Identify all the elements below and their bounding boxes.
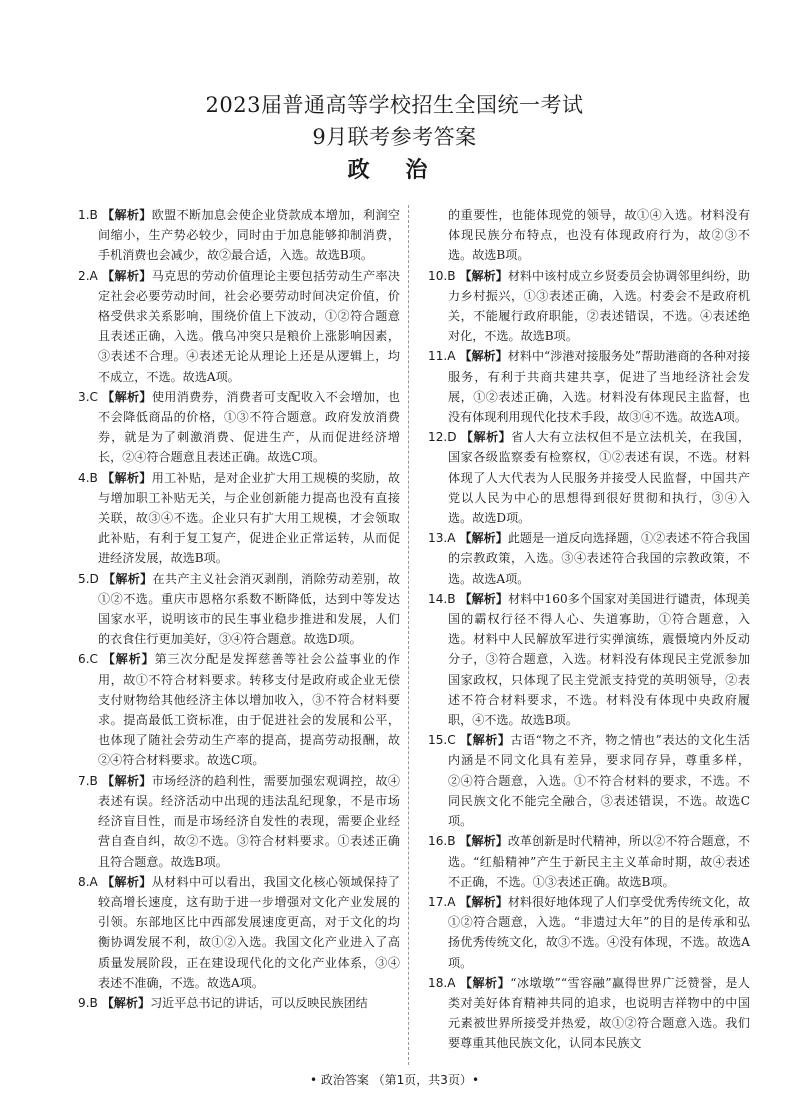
question-number: 14.B	[428, 591, 460, 606]
answer-item	[78, 266, 400, 387]
answer-text: 材料中160多个国家对美国进行谴责，体现美国的霸权行径不得人心、失道寡助，①符合题意，入选。材料中人民解放军进行实弹演练，震慑境内外反动分子，③符合题意，入选。材料没有体现民主党派参加国家政权，只体现了民主党派支持党的英明领导，②表述不符合材料要求，不选。材料没有体现中央政府履职，④不选。故选B项。	[448, 591, 750, 728]
analysis-tag: 【解析】	[459, 975, 511, 990]
analysis-tag: 【解析】	[102, 470, 152, 485]
analysis-tag: 【解析】	[459, 894, 508, 909]
page-footer: • 政治答案 （第1页，共3页）•	[309, 1073, 480, 1087]
answer-item	[78, 468, 400, 569]
answer-text: “冰墩墩”“雪容融”赢得世界广泛赞誉，是人类对美好体育精神共同的追求，也说明吉祥物中的中国元素被世界所接受并热爱，故①②符合题意入选。我们要尊重其他民族文化，认同本民族文	[448, 975, 750, 1051]
answer-text: 习近平总书记的讲话，可以反映民族团结	[150, 995, 368, 1010]
analysis-tag: 【解析】	[103, 571, 153, 586]
answer-item	[78, 993, 400, 1013]
answer-item	[78, 387, 400, 468]
question-number: 1.B	[78, 208, 103, 222]
question-number: 6.C	[78, 652, 103, 667]
answer-item	[428, 427, 750, 528]
answer-item	[78, 872, 400, 993]
question-number: 4.B	[78, 470, 103, 485]
question-number: 13.A	[428, 531, 460, 546]
answer-item	[428, 266, 750, 347]
analysis-tag: 【解析】	[459, 268, 508, 283]
column-divider	[408, 205, 409, 1065]
answer-item	[428, 346, 750, 427]
exam-subtitle: 9月联考参考答案	[312, 125, 477, 149]
analysis-tag: 【解析】	[459, 531, 508, 546]
answer-text: 马克思的劳动价值理论主要包括劳动生产率决定社会必要劳动时间，社会必要劳动时间决定价值，价格受供求关系影响，围绕价值上下波动，①②符合题意且表述正确，入选。俄乌冲突只是粮价上涨影响因素，③表述不合理。④表述无论从理论上还是从逻辑上，均不成立，不选。故选A项。	[98, 268, 400, 384]
answer-item	[78, 569, 400, 650]
answer-text: 材料很好地体现了人们享受优秀传统文化，故①②符合题意，入选。“非遗过大年”的目的是传承和弘扬优秀传统文化，故③不选。④没有体现，不选。故选A项。	[448, 894, 750, 970]
question-number: 11.A	[428, 349, 460, 364]
answer-text: 欧盟不断加息会使企业贷款成本增加，利润空间缩小，生产势必较少，同时由于加息能够抑制消费，手机消费也会减少，故②最合适，入选。故选B项。	[98, 208, 400, 263]
subject-heading: 政 治	[347, 158, 442, 183]
analysis-tag: 【解析】	[460, 733, 511, 748]
analysis-tag: 【解析】	[102, 652, 155, 667]
question-number: 5.D	[78, 571, 103, 586]
analysis-tag: 【解析】	[101, 995, 151, 1010]
answer-item	[78, 771, 400, 872]
answer-item	[78, 649, 400, 770]
question-number: 12.D	[428, 430, 461, 445]
answer-text: 改革创新是时代精神，所以②不符合题意，不选。“红船精神”产生于新民主主义革命时期，故④表述不正确，不选。①③表述正确。故选B项。	[448, 834, 750, 889]
question-number: 2.A	[78, 268, 102, 283]
analysis-tag: 【解析】	[102, 874, 152, 889]
question-number: 3.C	[78, 389, 103, 404]
answer-item	[428, 528, 750, 589]
answer-text: 材料中“涉港对接服务处”帮助港商的各种对接服务，有利于共商共建共享，促进了当地经济社会发展，①②表述正确，入选。材料没有体现民主监督，也没有体现利用现代化技术手段，故③④不选。故选A项。	[448, 349, 750, 425]
analysis-tag: 【解析】	[459, 349, 508, 364]
answer-item	[428, 892, 750, 973]
exam-title: 2023届普通高等学校招生全国统一考试	[205, 93, 584, 117]
question-number: 15.C	[428, 733, 461, 748]
analysis-tag: 【解析】	[102, 389, 152, 404]
left-answer-column	[78, 205, 400, 1013]
analysis-tag: 【解析】	[460, 430, 512, 445]
answer-item	[428, 831, 750, 892]
answer-text: 古语“物之不齐，物之情也”表达的文化生活内涵是不同文化具有差异，要求同存异，尊重多样，②④符合题意，入选。①不符合材料的要求，不选。不同民族文化不能完全融合，③表述错误，不选。故选C项。	[448, 733, 750, 829]
answer-text: 省人大有立法权但不是立法机关，在我国，国家各级监察委有检察权，①②表述有误，不选。材料体现了人大代表为人民服务并接受人民监督，中国共产党以人民为中心的思想得到很好贯彻和执行，③④入选。故选D项。	[448, 430, 750, 526]
answer-item	[78, 205, 400, 266]
question-number: 8.A	[78, 874, 102, 889]
question-number: 17.A	[428, 894, 460, 909]
answer-text: 第三次分配是发挥慈善等社会公益事业的作用，故①不符合材料要求。转移支付是政府或企业无偿支付财物给其他经济主体以增加收入，③不符合材料要求。提高最低工资标准，由于促进社会的发展和公平，也体现了随社会劳动生产率的提高，提高劳动报酬，故②④符合材料要求。故选C项。	[98, 652, 400, 768]
answer-item	[428, 730, 750, 831]
question-number: 18.A	[428, 975, 460, 990]
analysis-tag: 【解析】	[459, 591, 509, 606]
analysis-tag: 【解析】	[102, 208, 152, 222]
answer-item	[428, 205, 750, 266]
answer-item	[428, 589, 750, 730]
answer-text: 材料中该村成立乡贤委员会协调邻里纠纷，助力乡村振兴，①③表述正确，入选。村委会不是政府机关，不能履行政府职能，②表述错误，不选。④表述绝对化，不选。故选B项。	[448, 268, 750, 344]
right-answer-column	[428, 205, 750, 1054]
question-number: 16.B	[428, 834, 460, 849]
question-number: 10.B	[428, 268, 460, 283]
answer-text: 在共产主义社会消灭剥削，消除劳动差别，故①②不选。重庆市恩格尔系数不断降低，达到中等发达国家水平，说明该市的民生事业稳步推进和发展，人们的衣食住行更加美好，③④符合题意。故选D项。	[98, 571, 400, 647]
analysis-tag: 【解析】	[459, 834, 508, 849]
answer-text: 从材料中可以看出，我国文化核心领域保持了较高增长速度，这有助于进一步增强对文化产业发展的引领。东部地区比中西部发展速度更高，对于文化的均衡协调发展不利，故①②入选。我国文化产业进入了高质量发展阶段，正在建设现代化的文化产业体系，③④表述不准确，不选。故选A项。	[98, 874, 400, 990]
answer-text: 用工补贴，是对企业扩大用工规模的奖励，故与增加职工补贴无关，与企业创新能力提高也没有直接关联，故③④不选。企业只有扩大用工规模，才会领取此补贴，有利于复工复产，促进企业正常运转，从而促进经济发展，故选B项。	[98, 470, 400, 566]
answer-item	[428, 973, 750, 1054]
answer-text: 使用消费券，消费者可支配收入不会增加，也不会降低商品的价格，①③不符合题意。政府发放消费券，就是为了刺激消费、促进生产，从而促进经济增长，②④符合题意且表述正确。故选C项。	[98, 389, 400, 465]
analysis-tag: 【解析】	[102, 268, 152, 283]
question-number: 7.B	[78, 773, 103, 788]
question-number: 9.B	[78, 995, 102, 1010]
analysis-tag: 【解析】	[102, 773, 152, 788]
answer-text: 此题是一道反向选择题，①②表述不符合我国的宗教政策，入选。③④表述符合我国的宗教政策，不选。故选A项。	[448, 531, 750, 586]
answer-text: 市场经济的趋利性，需要加强宏观调控，故④表述有误。经济活动中出现的违法乱纪现象，不是市场经济盲目性，而是市场经济自发性的表现，需要企业经营自查自纠，故②不选。③符合材料要求。①表述正确且符合题意。故选B项。	[98, 773, 400, 869]
answer-text: 的重要性，也能体现党的领导，故①④入选。材料没有体现民族分布特点，也没有体现政府行为，故②③不选。故选B项。	[448, 208, 750, 263]
